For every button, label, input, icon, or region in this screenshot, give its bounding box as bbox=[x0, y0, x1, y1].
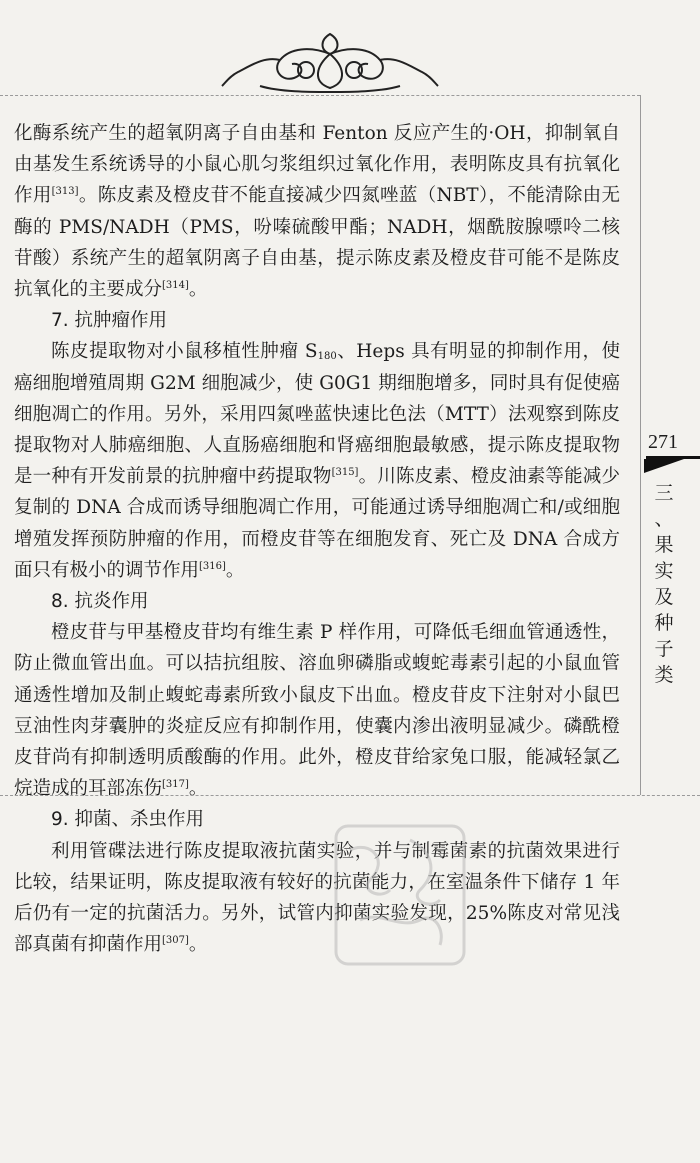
margin-divider bbox=[640, 95, 641, 795]
bottom-divider bbox=[0, 795, 700, 796]
chapter-tab-char: 、 bbox=[654, 508, 674, 530]
paragraph-antitumor: 陈皮提取物对小鼠移植性肿瘤 $S_{180}$、Heps 具有明显的抑制作用，使癌细胞增殖周期 G2M 细胞减少，使 G0G1 期细胞增多，同时具有促使癌细胞凋亡的作用。另外，采用四氮唑蓝快速比色法（MTT）法观察到陈皮提取物对人肺癌细胞、人直肠癌细胞和肾癌细胞最敏感，提示陈皮提取物是一种有开发前景的抗肿瘤中药提取物[315]。川陈皮素、橙皮油素等能减少复制的 DNA 合成而诱导细胞凋亡作用，可能通过诱导细胞凋亡和/或细胞增殖发挥预防肿瘤的作用，而橙皮苷等在细胞发育、死亡及 DNA 合成方面只有极小的调节作用[316]。 bbox=[14, 341, 620, 581]
watermark-seal-icon bbox=[330, 820, 470, 970]
paragraph-anti-inflammatory: 橙皮苷与甲基橙皮苷均有维生素 P 样作用，可降低毛细血管通透性，防止微血管出血。可以拮抗组胺、溶血卵磷脂或蝮蛇毒素引起的小鼠血管通透性增加及制止蝮蛇毒素所致小鼠皮下出血。橙皮苷皮下注射对小鼠巴豆油性肉芽囊肿的炎症反应有抑制作用，使囊内渗出液明显减少。磷酰橙皮苷尚有抑制透明质酸酶的作用。此外，橙皮苷给家兔口服，能减轻氯乙烷造成的耳部冻伤[317]。 bbox=[14, 622, 620, 800]
page-number: 271 bbox=[648, 431, 678, 453]
chapter-tab-char: 种 bbox=[654, 612, 674, 634]
top-divider bbox=[0, 95, 640, 96]
chapter-tab-char: 及 bbox=[654, 586, 674, 608]
paragraph-antibacterial: 利用管碟法进行陈皮提取液抗菌实验，并与制霉菌素的抗菌效果进行比较，结果证明，陈皮提取液有较好的抗菌能力，在室温条件下储存 1 年后仍有一定的抗菌活力。另外，试管内抑菌实验发现，25%陈皮对常见浅部真菌有抑菌作用[307]。 bbox=[14, 840, 620, 956]
chapter-tab-marker bbox=[644, 459, 684, 473]
paragraph-antioxidant: 化酶系统产生的超氧阴离子自由基和 Fenton 反应产生的·OH，抑制氧自由基发生系统诱导的小鼠心肌匀浆组织过氧化作用，表明陈皮具有抗氧化作用[313]。陈皮素及橙皮苷不能直接减少四氮唑蓝（NBT），不能清除由无酶的 PMS/NADH（PMS，吩嗪硫酸甲酯；NADH，烟酰胺腺嘌呤二核苷酸）系统产生的超氧阴离子自由基，提示陈皮素及橙皮苷可能不是陈皮抗氧化的主要成分[314]。 bbox=[14, 123, 620, 301]
chapter-tab-char: 果 bbox=[654, 534, 674, 556]
chapter-tab-char: 实 bbox=[654, 560, 674, 582]
chapter-tab-char: 子 bbox=[654, 638, 674, 660]
chapter-tab-char: 三 bbox=[654, 482, 674, 504]
decorative-ornament-icon bbox=[220, 26, 440, 98]
chapter-tab-char: 类 bbox=[654, 664, 674, 686]
chapter-tab bbox=[649, 480, 679, 688]
section-heading-anti-inflammatory: 8. 抗炎作用 bbox=[51, 591, 149, 613]
section-heading-antitumor: 7. 抗肿瘤作用 bbox=[51, 310, 168, 332]
section-heading-antibacterial: 9. 抑菌、杀虫作用 bbox=[51, 809, 205, 831]
page-body bbox=[14, 118, 620, 960]
